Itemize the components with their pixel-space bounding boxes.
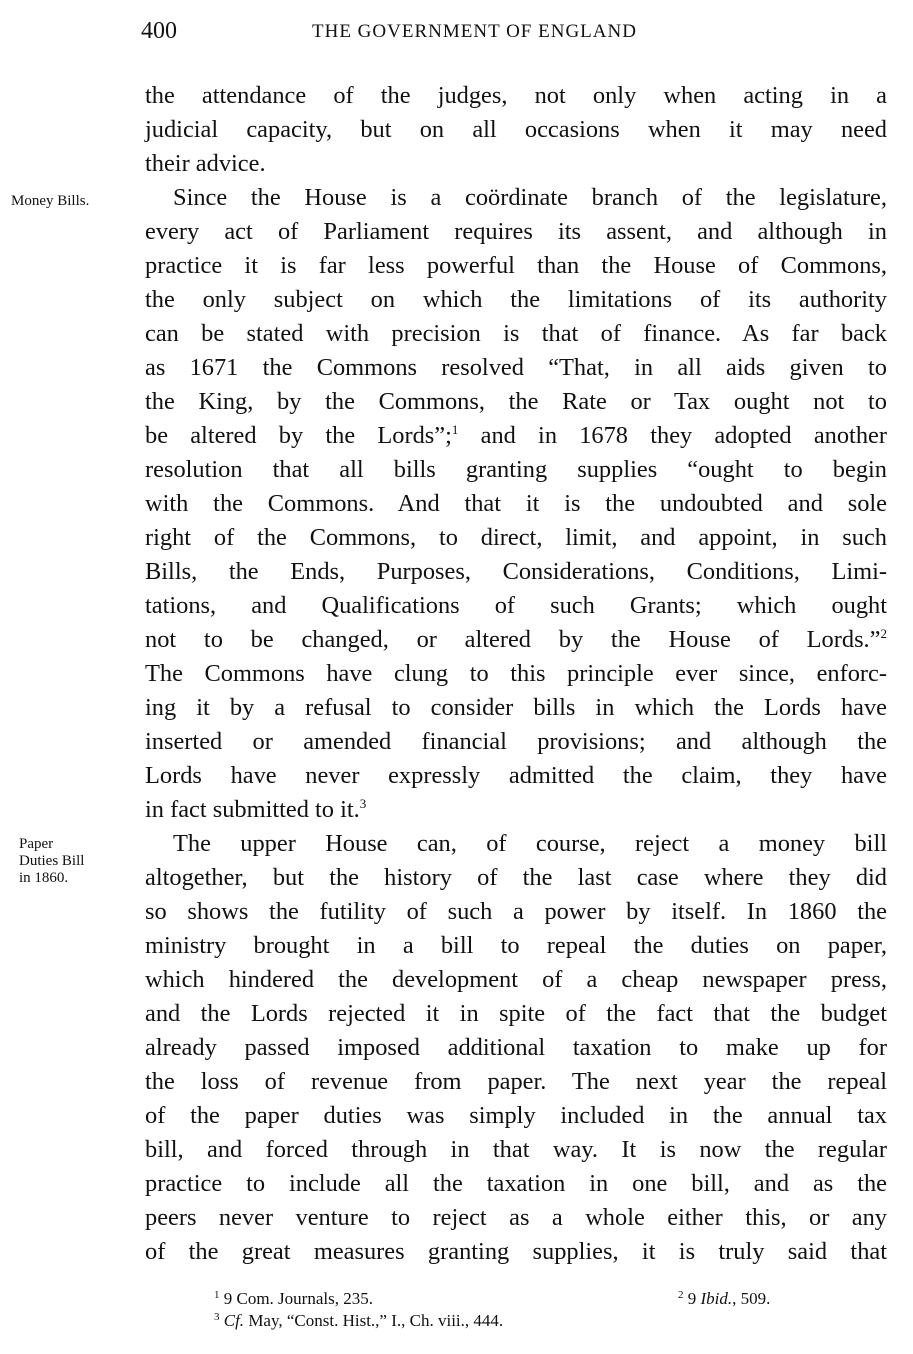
paragraph-start: The upper House can, of course, reject a money bill bbox=[173, 830, 887, 857]
text-line: altogether, but the history of the last case where they did bbox=[145, 864, 887, 891]
footnotes bbox=[214, 1288, 854, 1332]
body-text bbox=[145, 79, 887, 1269]
text-line: practice to include all the taxation in one bill, and as the bbox=[145, 1170, 887, 1197]
text-line: practice it is far less powerful than the House of Commons, bbox=[145, 252, 887, 279]
margin-note-money-bills: Money Bills. bbox=[11, 193, 90, 209]
footnote-1 bbox=[214, 1289, 373, 1308]
text-line: their advice. bbox=[145, 150, 266, 177]
text-segment: in fact submitted to it. bbox=[145, 796, 360, 823]
margin-note-paper-duties bbox=[19, 836, 84, 887]
text-line: already passed imposed additional taxation to make up for bbox=[145, 1034, 887, 1061]
footnote-mark: 2 bbox=[678, 1289, 684, 1301]
text-line: and the Lords rejected it in spite of the fact that the budget bbox=[145, 1000, 887, 1027]
text-line: so shows the futility of such a power by itself. In 1860 the bbox=[145, 898, 887, 925]
text-segment: and in 1678 they adopted another bbox=[458, 422, 887, 449]
text-line: resolution that all bills granting supplies “ought to begin bbox=[145, 456, 887, 483]
footnote-italic: Ibid. bbox=[700, 1289, 733, 1308]
footnote-text: May, “Const. Hist.,” I., Ch. viii., 444. bbox=[244, 1311, 504, 1330]
text-line: Bills, the Ends, Purposes, Considerations, Conditions, Limi- bbox=[145, 558, 887, 585]
text-line: every act of Parliament requires its assent, and although in bbox=[145, 218, 887, 245]
margin-note-line: in 1860. bbox=[19, 870, 69, 886]
margin-note-line: Paper bbox=[19, 836, 54, 852]
text-line: judicial capacity, but on all occasions when it may need bbox=[145, 116, 887, 143]
text-line: the King, by the Commons, the Rate or Tax ought not to bbox=[145, 388, 887, 415]
text-segment: not to be changed, or altered by the House of Lords.” bbox=[145, 626, 881, 653]
text-line: Lords have never expressly admitted the claim, they have bbox=[145, 762, 887, 789]
footnote-3 bbox=[214, 1311, 503, 1330]
text-line: tations, and Qualifications of such Grants; which ought bbox=[145, 592, 887, 619]
footnote-mark: 3 bbox=[214, 1311, 220, 1323]
text-line: of the great measures granting supplies, it is truly said that bbox=[145, 1238, 887, 1265]
margin-note-line: Duties Bill bbox=[19, 853, 85, 869]
footnote-ref: 2 bbox=[880, 626, 887, 641]
text-line bbox=[145, 623, 887, 657]
footnote-text: , 509. bbox=[732, 1289, 771, 1308]
text-line bbox=[145, 419, 887, 453]
paragraph-start: Since the House is a coördinate branch of the legislature, bbox=[173, 184, 887, 211]
text-line: the attendance of the judges, not only when acting in a bbox=[145, 82, 887, 109]
text-segment: be altered by the Lords”; bbox=[145, 422, 452, 449]
text-line: with the Commons. And that it is the undoubted and sole bbox=[145, 490, 887, 517]
text-line: the loss of revenue from paper. The next year the repeal bbox=[145, 1068, 887, 1095]
text-line: of the paper duties was simply included in the annual tax bbox=[145, 1102, 887, 1129]
footnote-mark: 1 bbox=[214, 1289, 220, 1301]
text-line: right of the Commons, to direct, limit, and appoint, in such bbox=[145, 524, 887, 551]
footnote-row bbox=[214, 1288, 854, 1310]
text-line: bill, and forced through in that way. It is now the regular bbox=[145, 1136, 887, 1163]
text-line: peers never venture to reject as a whole either this, or any bbox=[145, 1204, 887, 1231]
footnote-italic: Cf. bbox=[223, 1311, 245, 1330]
footnote-ref: 1 bbox=[451, 422, 459, 437]
text-line: the only subject on which the limitations of its authority bbox=[145, 286, 887, 313]
footnote-row bbox=[214, 1310, 854, 1332]
text-line: which hindered the development of a cheap newspaper press, bbox=[145, 966, 887, 993]
text-line: as 1671 the Commons resolved “That, in all aids given to bbox=[145, 354, 887, 381]
footnote-text: 9 bbox=[687, 1289, 701, 1308]
footnote-ref: 3 bbox=[359, 796, 367, 811]
text-line: inserted or amended financial provisions; and although the bbox=[145, 728, 887, 755]
text-line: ministry brought in a bill to repeal the duties on paper, bbox=[145, 932, 887, 959]
text-line: The Commons have clung to this principle ever since, enforc- bbox=[145, 660, 887, 687]
footnote-text: 9 Com. Journals, 235. bbox=[223, 1289, 373, 1308]
page-number: 400 bbox=[141, 18, 177, 44]
text-line: can be stated with precision is that of finance. As far back bbox=[145, 320, 887, 347]
text-line: ing it by a refusal to consider bills in which the Lords have bbox=[145, 694, 887, 721]
text-line bbox=[145, 793, 887, 827]
running-title: THE GOVERNMENT OF ENGLAND bbox=[312, 21, 637, 42]
footnote-2 bbox=[678, 1288, 770, 1310]
